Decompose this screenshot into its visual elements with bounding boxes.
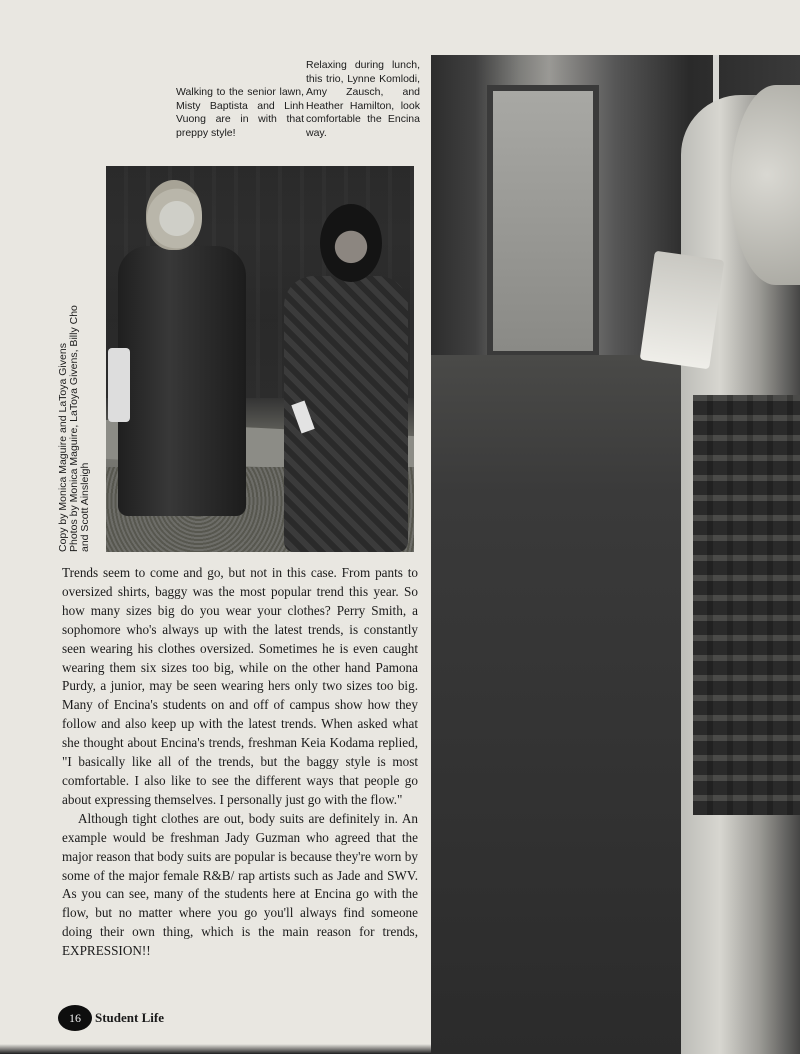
credit-line-photos: Photos by Monica Maguire, LaToya Givens, Billy Cho <box>68 305 80 552</box>
photo-window <box>487 85 599 357</box>
page-folio <box>58 1005 164 1031</box>
photo-wall <box>431 355 681 1054</box>
article-paragraph-2: Although tight clothes are out, body suits are definitely in. An example would be freshman Jady Guzman who agreed that the major reason that body suits are popular is because they're worn by some of the major female R&B/ rap artists such as Jade and SWV. As you can see, many of the students here at Encina go with the flow, but no matter where you go you'll always find someone doing their own thing, which is the main reason for trends, EXPRESSION!! <box>62 810 418 959</box>
credit-line-copy: Copy by Monica Maguire and LaToya Givens <box>57 343 69 552</box>
photo-students-at-lunch <box>431 55 800 1054</box>
student-right-head <box>320 204 382 282</box>
student-left-head <box>146 180 202 250</box>
photo-caption-left: Walking to the senior lawn, Misty Baptista and Linh Vuong are in with that preppy style! <box>176 86 304 139</box>
page-bottom-edge <box>0 1044 431 1054</box>
rolled-paper <box>108 348 130 422</box>
page-number: 16 <box>58 1005 92 1031</box>
section-label: Student Life <box>95 1010 164 1025</box>
photo-caption-right: Relaxing during lunch, this trio, Lynne Komlodi, Amy Zausch, and Heather Hamilton, look comfortable the Encina way. <box>306 59 420 139</box>
student-left-figure <box>118 246 246 516</box>
photo-credits <box>58 152 91 552</box>
credit-line-photos-cont: and Scott Ainsleigh <box>79 462 91 552</box>
plaid-shirt <box>693 395 800 815</box>
article-body <box>62 564 418 961</box>
article-paragraph-1: Trends seem to come and go, but not in this case. From pants to oversized shirts, baggy was the most popular trend this year. So how many sizes big do you wear your clothes? Perry Smith, a sophomore who's always up with the latest trends, is constantly seen wearing his clothes oversized. Sometimes he is even caught wearing them six sizes too big, while on the other hand Pamona Purdy, a junior, may be seen wearing hers only two sizes too big. Many of Encina's students on and off of campus show how they follow and also keep up with the latest trends. When asked what she thought about Encina's trends, freshman Keia Kodama replied, "I basically like all of the trends, but the baggy style is most comfortable. I also like to see the different ways that people go about expressing themselves. I personally just go with the flow." <box>62 565 418 807</box>
photo-two-students-walking <box>106 166 414 552</box>
